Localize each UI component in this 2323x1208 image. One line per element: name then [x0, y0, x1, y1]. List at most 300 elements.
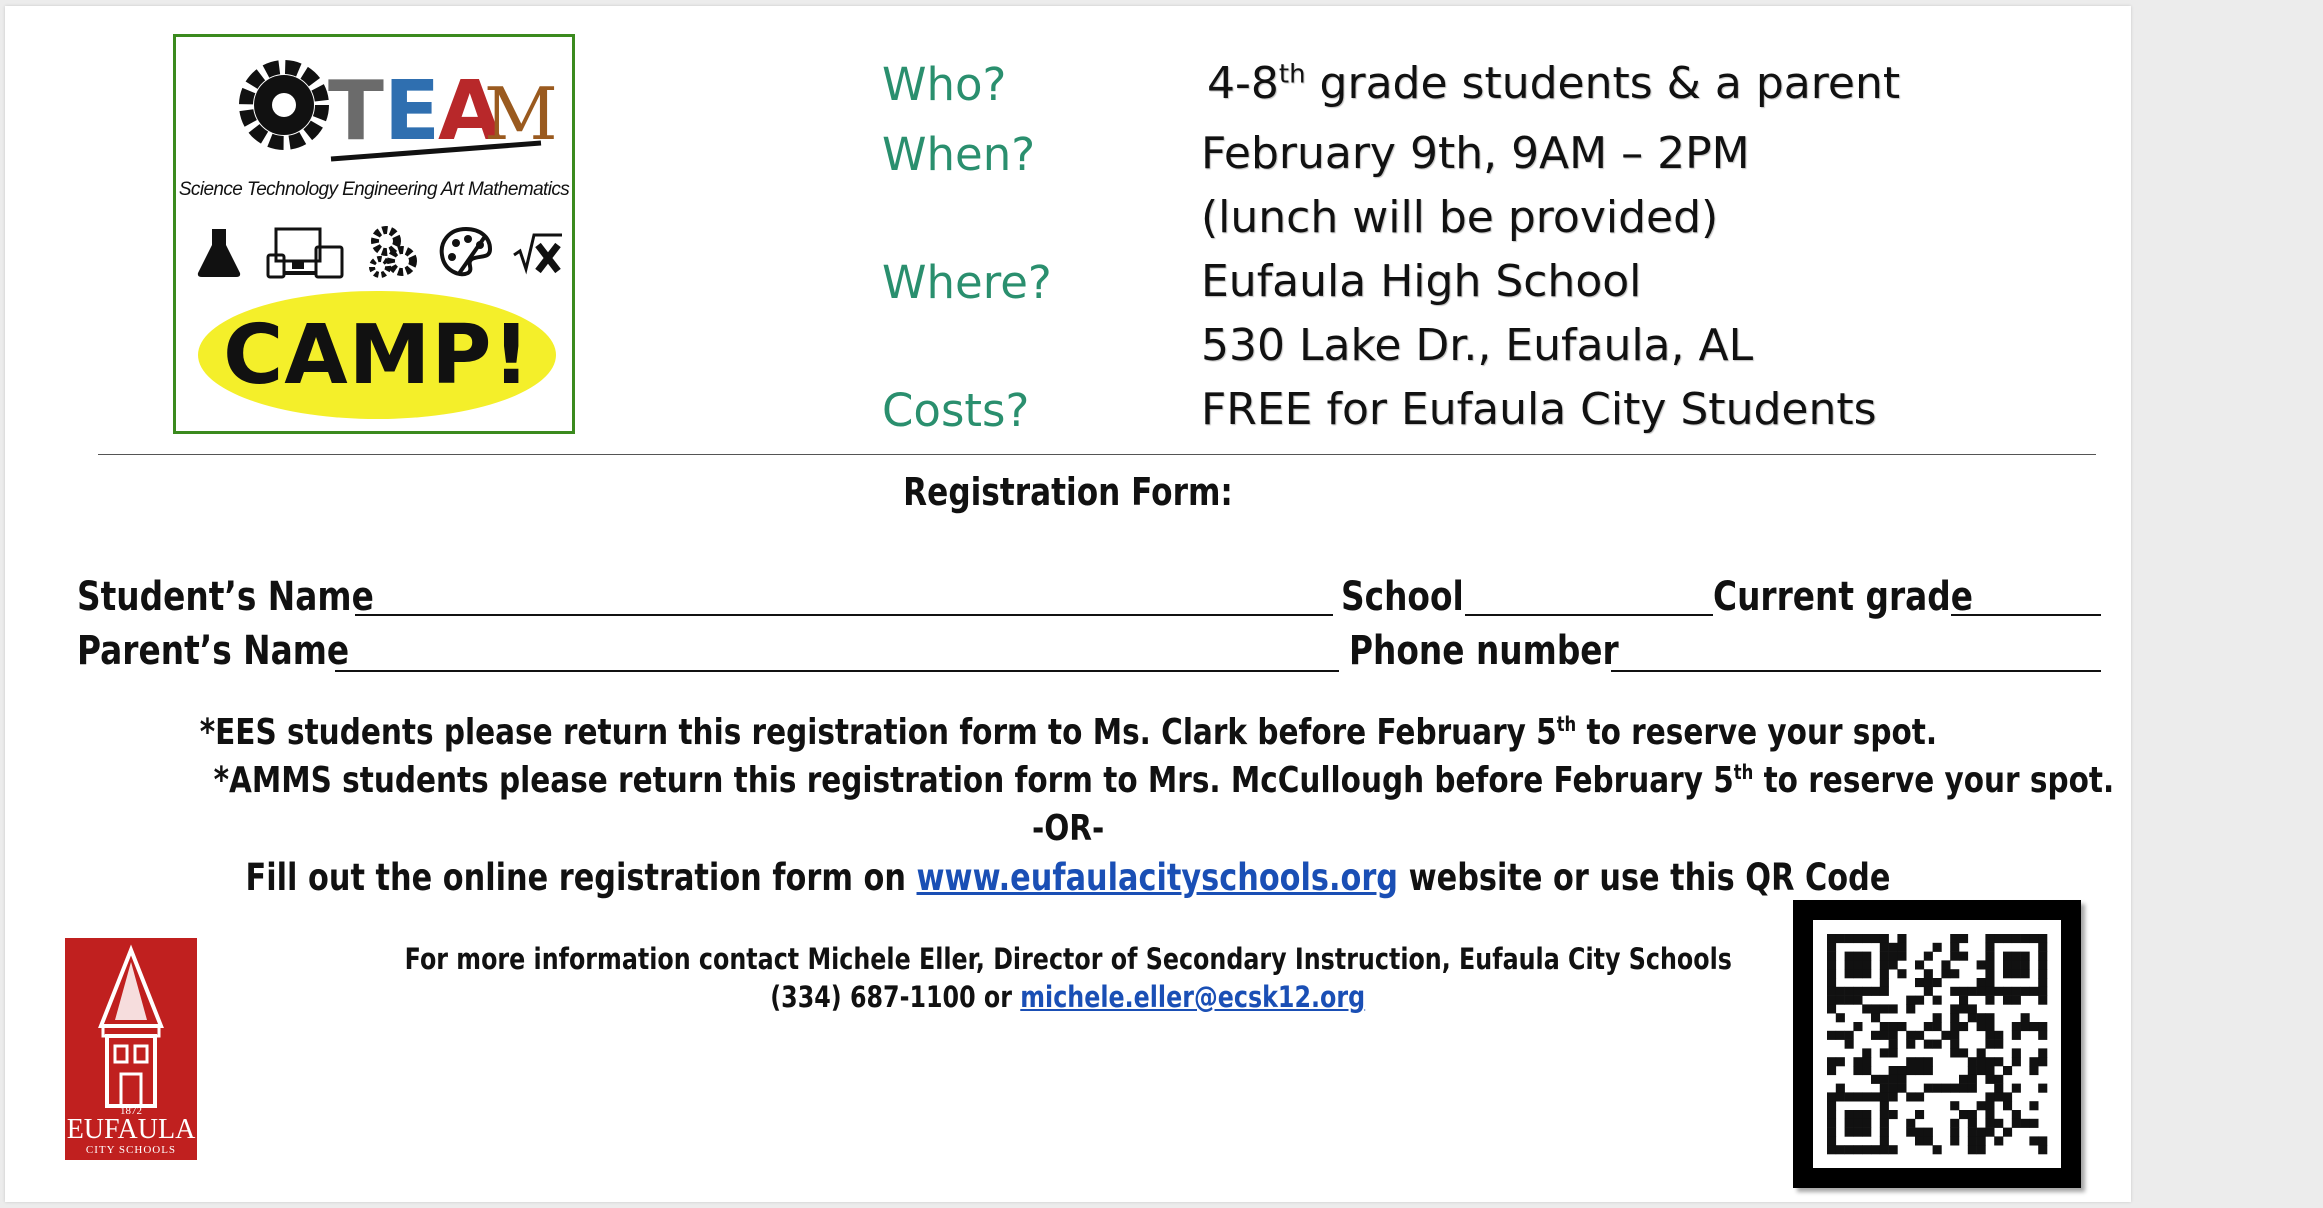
qr-module	[2021, 1013, 2030, 1022]
qr-module	[2038, 978, 2047, 987]
qr-module	[1871, 1092, 1880, 1101]
qr-module	[1985, 960, 1994, 969]
qr-module	[1968, 1128, 1977, 1137]
amms-instruction: *AMMS students please return this registration form to Mrs. McCullough before February 5th to reserve your spot.	[213, 760, 2115, 801]
school-field[interactable]	[1465, 614, 1713, 616]
qr-module	[1862, 1128, 1871, 1137]
school-label: School	[1341, 574, 1464, 620]
qr-module	[1862, 1145, 1871, 1154]
qr-module	[2038, 1136, 2047, 1145]
qr-module	[1924, 1040, 1933, 1049]
where-label: Where?	[882, 256, 1052, 309]
svg-text:A: A	[438, 64, 502, 159]
costs-label: Costs?	[882, 384, 1030, 437]
qr-module	[1950, 952, 1959, 961]
section-divider	[98, 454, 2096, 455]
qr-module	[1862, 987, 1871, 996]
qr-module	[1836, 987, 1845, 996]
qr-module	[1915, 1128, 1924, 1137]
qr-module	[2038, 952, 2047, 961]
qr-module	[2012, 1119, 2021, 1128]
qr-module	[2021, 987, 2030, 996]
qr-module	[1915, 996, 1924, 1005]
qr-module	[1977, 1057, 1986, 1066]
qr-module	[1985, 1013, 1994, 1022]
qr-module	[1933, 1145, 1942, 1154]
qr-module	[1950, 1101, 1959, 1110]
qr-module	[1950, 943, 1959, 952]
qr-module	[1985, 1119, 1994, 1128]
qr-module	[1845, 1031, 1854, 1040]
devices-icon	[266, 225, 346, 279]
qr-module	[1880, 934, 1889, 943]
qr-module	[1985, 1040, 1994, 1049]
qr-module	[1959, 996, 1968, 1005]
qr-module	[1880, 1048, 1889, 1057]
founding-year: 1872	[120, 1105, 142, 1117]
palette-icon	[438, 225, 494, 279]
qr-module	[1959, 1110, 1968, 1119]
qr-module	[1906, 1066, 1915, 1075]
qr-module	[1985, 1075, 1994, 1084]
qr-module	[1994, 1136, 2003, 1145]
qr-module	[1977, 960, 1986, 969]
qr-module	[1827, 1004, 1836, 1013]
qr-module	[1985, 934, 1994, 943]
qr-module	[2012, 987, 2021, 996]
qr-module	[1827, 1136, 1836, 1145]
qr-module	[1836, 1057, 1845, 1066]
costs-value: FREE for Eufaula City Students	[1201, 384, 1877, 435]
qr-module	[2038, 934, 2047, 943]
qr-module	[1889, 952, 1898, 961]
qr-module	[1889, 1022, 1898, 1031]
qr-module	[1880, 978, 1889, 987]
qr-module	[2038, 969, 2047, 978]
qr-module	[1994, 987, 2003, 996]
qr-module	[1880, 1031, 1889, 1040]
qr-module	[1862, 969, 1871, 978]
current-grade-label: Current grade	[1713, 574, 1973, 620]
qr-module	[2012, 996, 2021, 1005]
qr-module	[1880, 987, 1889, 996]
qr-module	[1827, 969, 1836, 978]
qr-module	[2012, 1057, 2021, 1066]
qr-module	[1889, 1004, 1898, 1013]
qr-module	[1985, 996, 1994, 1005]
eufaula-city-schools-logo	[65, 938, 197, 1160]
qr-module	[1924, 1084, 1933, 1093]
qr-module	[1845, 1128, 1854, 1137]
qr-module	[2038, 1048, 2047, 1057]
qr-module	[2021, 960, 2030, 969]
qr-module	[1933, 1013, 1942, 1022]
qr-module	[1994, 934, 2003, 943]
qr-module	[1906, 1092, 1915, 1101]
qr-module	[1933, 996, 1942, 1005]
qr-module	[1959, 1048, 1968, 1057]
qr-module	[2029, 1066, 2038, 1075]
svg-text:T: T	[328, 64, 384, 159]
qr-module	[1827, 987, 1836, 996]
qr-module	[1950, 1040, 1959, 1049]
qr-code[interactable]	[1793, 900, 2081, 1188]
qr-module	[2038, 1084, 2047, 1093]
qr-module	[1862, 1110, 1871, 1119]
qr-module	[1880, 1084, 1889, 1093]
qr-module	[1853, 987, 1862, 996]
qr-module	[1845, 952, 1854, 961]
who-value: 4-8th grade students & a parent	[1207, 58, 1901, 109]
qr-module	[1977, 987, 1986, 996]
qr-module	[2012, 1084, 2021, 1093]
parent-name-field[interactable]	[335, 670, 1339, 672]
qr-module	[1853, 934, 1862, 943]
qr-module	[1862, 934, 1871, 943]
qr-module	[1871, 1145, 1880, 1154]
where-value: Eufaula High School	[1201, 256, 1642, 307]
qr-module	[1827, 943, 1836, 952]
qr-module	[2012, 1031, 2021, 1040]
qr-module	[1985, 1022, 1994, 1031]
qr-module	[1827, 960, 1836, 969]
qr-module	[1924, 987, 1933, 996]
qr-module	[1915, 1066, 1924, 1075]
camp-badge	[198, 291, 556, 419]
qr-module	[1897, 1022, 1906, 1031]
qr-module	[1827, 1092, 1836, 1101]
qr-module	[1985, 1128, 1994, 1137]
qr-module	[1906, 1057, 1915, 1066]
qr-module	[1906, 1031, 1915, 1040]
qr-module	[1985, 952, 1994, 961]
qr-module	[1880, 1128, 1889, 1137]
qr-module	[1950, 1031, 1959, 1040]
qr-module	[1924, 1066, 1933, 1075]
qr-module	[1994, 1119, 2003, 1128]
qr-module	[1915, 1092, 1924, 1101]
school-tower-icon	[81, 946, 181, 1116]
qr-module	[2003, 952, 2012, 961]
qr-module	[1827, 1031, 1836, 1040]
qr-module	[1950, 1128, 1959, 1137]
qr-module	[1880, 1075, 1889, 1084]
qr-module	[1906, 1040, 1915, 1049]
qr-module	[1985, 978, 1994, 987]
qr-module	[1985, 1066, 1994, 1075]
qr-module	[1845, 960, 1854, 969]
qr-module	[1871, 987, 1880, 996]
qr-module	[1889, 1031, 1898, 1040]
current-grade-field[interactable]	[1951, 614, 2101, 616]
registration-title: Registration Form:	[903, 470, 1233, 514]
qr-module	[1933, 1040, 1942, 1049]
qr-module	[1915, 1031, 1924, 1040]
student-name-label: Student’s Name	[77, 574, 374, 620]
qr-module	[2003, 934, 2012, 943]
qr-module	[1994, 1075, 2003, 1084]
qr-module	[1897, 943, 1906, 952]
qr-module	[1853, 1119, 1862, 1128]
or-separator: -OR-	[1031, 808, 1105, 849]
qr-module	[1968, 1110, 1977, 1119]
qr-module	[1871, 1031, 1880, 1040]
qr-module	[2021, 969, 2030, 978]
qr-module	[1827, 934, 1836, 943]
qr-module	[1845, 1040, 1854, 1049]
qr-module	[1968, 1057, 1977, 1066]
qr-module	[2012, 1110, 2021, 1119]
qr-module	[1968, 1084, 1977, 1093]
student-name-field[interactable]	[355, 614, 1333, 616]
qr-module	[2003, 960, 2012, 969]
qr-module	[1933, 978, 1942, 987]
qr-module	[1897, 952, 1906, 961]
qr-module	[1880, 1136, 1889, 1145]
qr-module	[1871, 1004, 1880, 1013]
qr-module	[1880, 960, 1889, 969]
qr-module	[1889, 1092, 1898, 1101]
qr-module	[1827, 952, 1836, 961]
qr-module	[1941, 960, 1950, 969]
qr-module	[1845, 996, 1854, 1005]
phone-field[interactable]	[1611, 670, 2101, 672]
qr-module	[1950, 969, 1959, 978]
qr-module	[1915, 1110, 1924, 1119]
qr-module	[2003, 1128, 2012, 1137]
qr-module	[1897, 969, 1906, 978]
qr-module	[1880, 1022, 1889, 1031]
qr-module	[1853, 960, 1862, 969]
flyer-page	[5, 6, 2131, 1202]
qr-module	[1968, 1004, 1977, 1013]
qr-module	[2038, 1057, 2047, 1066]
steam-subtitle: Science Technology Engineering Art Mathematics	[178, 179, 570, 200]
qr-module	[1985, 1031, 1994, 1040]
qr-module	[1941, 1084, 1950, 1093]
qr-module	[1862, 1004, 1871, 1013]
qr-module	[1924, 969, 1933, 978]
qr-module	[1924, 1136, 1933, 1145]
qr-module	[1853, 1145, 1862, 1154]
qr-module	[1985, 987, 1994, 996]
qr-module	[1853, 969, 1862, 978]
qr-module	[2029, 934, 2038, 943]
qr-module	[1977, 1013, 1986, 1022]
qr-module	[1827, 1066, 1836, 1075]
qr-module	[1915, 1136, 1924, 1145]
qr-module	[2003, 969, 2012, 978]
qr-module	[1827, 1101, 1836, 1110]
qr-module	[1827, 1128, 1836, 1137]
qr-module	[1862, 1119, 1871, 1128]
qr-module	[1897, 1066, 1906, 1075]
qr-module	[1977, 1145, 1986, 1154]
qr-module	[1959, 1004, 1968, 1013]
district-name: EUFAULA	[66, 1114, 196, 1145]
qr-module	[1950, 934, 1959, 943]
qr-module	[1897, 934, 1906, 943]
qr-module	[1933, 943, 1942, 952]
qr-module	[1836, 934, 1845, 943]
qr-module	[1968, 987, 1977, 996]
qr-module	[1880, 1110, 1889, 1119]
website-link[interactable]: www.eufaulacityschools.org	[916, 856, 1399, 899]
qr-module	[1924, 952, 1933, 961]
qr-module	[1880, 1004, 1889, 1013]
qr-module	[1897, 1075, 1906, 1084]
qr-module	[1871, 934, 1880, 943]
qr-module	[1827, 996, 1836, 1005]
qr-module	[1968, 1066, 1977, 1075]
qr-module	[1880, 943, 1889, 952]
qr-module	[2021, 934, 2030, 943]
qr-module	[1827, 1119, 1836, 1128]
parent-name-label: Parent’s Name	[77, 628, 350, 674]
qr-module	[1845, 1092, 1854, 1101]
qr-module	[1950, 1084, 1959, 1093]
qr-module	[1941, 1031, 1950, 1040]
qr-module	[1897, 1084, 1906, 1093]
steam-camp-logo	[173, 34, 575, 434]
qr-module	[2038, 1145, 2047, 1154]
qr-module	[1889, 1048, 1898, 1057]
qr-module	[1924, 978, 1933, 987]
qr-module	[2003, 1092, 2012, 1101]
qr-module	[2038, 960, 2047, 969]
qr-module	[2012, 934, 2021, 943]
svg-text:E: E	[384, 64, 441, 159]
qr-module	[2003, 987, 2012, 996]
qr-module	[1950, 1013, 1959, 1022]
qr-module	[2029, 1057, 2038, 1066]
qr-module	[1853, 996, 1862, 1005]
qr-module	[1845, 1119, 1854, 1128]
qr-module	[1845, 1110, 1854, 1119]
qr-module	[1977, 1136, 1986, 1145]
qr-module	[1880, 1092, 1889, 1101]
qr-module	[2029, 1101, 2038, 1110]
qr-module	[1889, 1145, 1898, 1154]
qr-module	[1915, 960, 1924, 969]
qr-module	[1836, 1092, 1845, 1101]
qr-module	[1853, 1128, 1862, 1137]
qr-module	[2003, 1066, 2012, 1075]
qr-module	[1959, 987, 1968, 996]
qr-module	[1906, 1128, 1915, 1137]
qr-module	[2029, 987, 2038, 996]
qr-module	[1827, 1110, 1836, 1119]
qr-module	[1853, 1022, 1862, 1031]
qr-module	[1880, 952, 1889, 961]
qr-module	[2021, 1119, 2030, 1128]
district-subtitle: CITY SCHOOLS	[85, 1144, 177, 1156]
qr-module	[1994, 1031, 2003, 1040]
qr-module	[1862, 1066, 1871, 1075]
qr-module	[1985, 1110, 1994, 1119]
qr-module	[1853, 1092, 1862, 1101]
online-registration-text: Fill out the online registration form on www.eufaulacityschools.org website or use this QR Code	[245, 856, 1891, 899]
qr-module	[1862, 952, 1871, 961]
qr-module	[1836, 1084, 1845, 1093]
qr-module	[1985, 969, 1994, 978]
steam-wordmark-icon	[236, 47, 558, 167]
qr-module	[2029, 1022, 2038, 1031]
qr-module	[2021, 952, 2030, 961]
qr-module	[2038, 1022, 2047, 1031]
qr-module	[1871, 1075, 1880, 1084]
flask-icon	[194, 225, 244, 279]
qr-module	[1853, 952, 1862, 961]
qr-module	[1862, 1092, 1871, 1101]
qr-module	[1985, 1101, 1994, 1110]
qr-module	[1827, 1145, 1836, 1154]
qr-module	[1853, 1110, 1862, 1119]
qr-module	[1827, 978, 1836, 987]
qr-module	[1880, 1101, 1889, 1110]
qr-module	[1924, 1128, 1933, 1137]
qr-module	[1871, 1013, 1880, 1022]
qr-module	[1836, 1145, 1845, 1154]
contact-phone-email: (334) 687-1100 or michele.eller@ecsk12.org	[770, 980, 1366, 1014]
qr-module	[1959, 934, 1968, 943]
qr-module	[2012, 952, 2021, 961]
when-note: (lunch will be provided)	[1201, 192, 1719, 243]
qr-module	[1968, 1075, 1977, 1084]
qr-module	[1985, 943, 1994, 952]
qr-module	[2003, 1101, 2012, 1110]
qr-module	[1968, 1119, 1977, 1128]
qr-module	[1889, 1066, 1898, 1075]
qr-module	[1845, 987, 1854, 996]
qr-module	[1880, 969, 1889, 978]
qr-module	[1845, 1145, 1854, 1154]
qr-module	[1880, 1119, 1889, 1128]
qr-module	[1889, 1084, 1898, 1093]
who-label: Who?	[882, 58, 1007, 111]
qr-module	[1977, 1022, 1986, 1031]
qr-module	[1933, 1084, 1942, 1093]
qr-module	[1959, 1075, 1968, 1084]
qr-module	[2038, 943, 2047, 952]
qr-module	[1994, 1057, 2003, 1066]
qr-module	[1959, 952, 1968, 961]
qr-module	[1853, 1066, 1862, 1075]
qr-module	[1977, 1128, 1986, 1137]
when-label: When?	[882, 128, 1036, 181]
qr-module	[1968, 1136, 1977, 1145]
qr-code-icon	[1813, 920, 2061, 1168]
qr-module	[1889, 1075, 1898, 1084]
qr-module	[2021, 1022, 2030, 1031]
contact-line: For more information contact Michele Eller, Director of Secondary Instruction, Eufaula City Schools	[404, 942, 1732, 976]
email-link[interactable]: michele.eller@ecsk12.org	[1020, 980, 1366, 1014]
sqrt-x-icon	[512, 225, 564, 279]
qr-module	[1924, 1022, 1933, 1031]
qr-module	[1845, 934, 1854, 943]
qr-module	[1994, 1092, 2003, 1101]
qr-module	[1994, 1084, 2003, 1093]
qr-module	[1959, 1022, 1968, 1031]
qr-module	[2038, 996, 2047, 1005]
qr-module	[1827, 1057, 1836, 1066]
qr-module	[1977, 1048, 1986, 1057]
where-address: 530 Lake Dr., Eufaula, AL	[1201, 320, 1754, 371]
qr-module	[1880, 1145, 1889, 1154]
qr-module	[1889, 960, 1898, 969]
qr-module	[1915, 1057, 1924, 1066]
qr-module	[1950, 1004, 1959, 1013]
